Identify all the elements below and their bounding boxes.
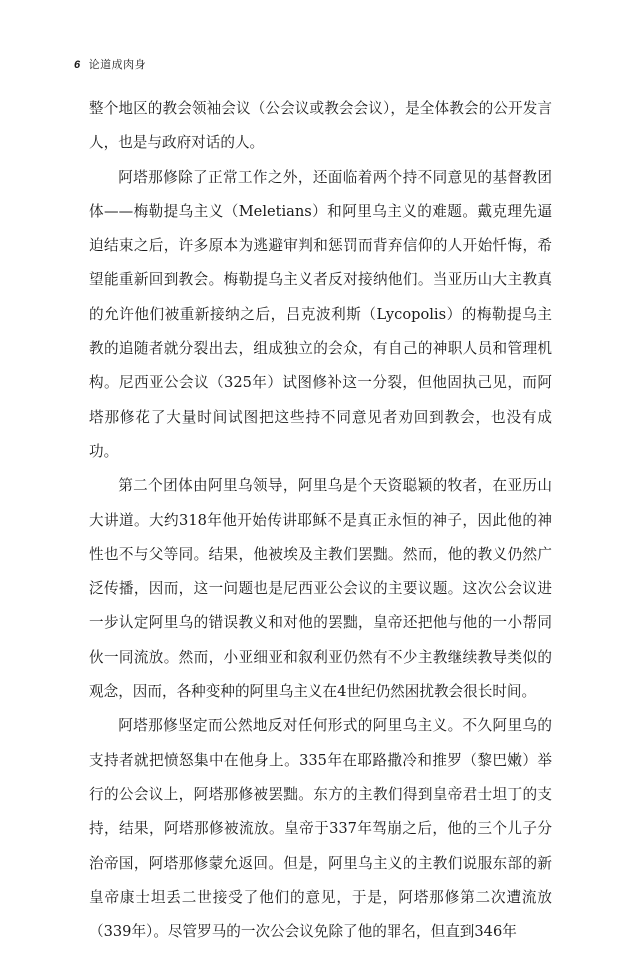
page-number: 6: [74, 59, 81, 71]
paragraph-4: 阿塔那修坚定而公然地反对任何形式的阿里乌主义。不久阿里乌的支持者就把愤怒集中在他身上。335年在耶路撒冷和推罗（黎巴嫩）举行的公会议上，阿塔那修被罢黜。东方的主教们得到皇帝君士坦丁的支持，结果，阿塔那修被流放。皇帝于337年驾崩之后，他的三个儿子分治帝国，阿塔那修蒙允返回。但是，阿里乌主义的主教们说服东部的新皇帝康士坦丢二世接受了他们的意见，于是，阿塔那修第二次遭流放（339年）。尽管罗马的一次公会议免除了他的罪名，但直到346年: [89, 717, 552, 941]
paragraph-3: 第二个团体由阿里乌领导，阿里乌是个天资聪颖的牧者，在亚历山大讲道。大约318年他开始传讲耶稣不是真正永恒的神子，因此他的神性也不与父等同。结果，他被埃及主教们罢黜。然而，他的教义仍然广泛传播，因而，这一问题也是尼西亚公会议的主要议题。这次公会议进一步认定阿里乌的错误教义和对他的罢黜，皇帝还把他与他的一小帮同伙一同流放。然而，小亚细亚和叙利亚仍然有不少主教继续教导类似的观念，因而，各种变种的阿里乌主义在4世纪仍然困扰教会很长时间。: [89, 477, 552, 701]
running-header: [74, 56, 146, 72]
paragraph-1: 整个地区的教会领袖会议（公会议或教会会议），是全体教会的公开发言人，也是与政府对话的人。: [89, 100, 552, 152]
body-text: [89, 92, 552, 949]
paragraph-2: 阿塔那修除了正常工作之外，还面临着两个持不同意见的基督教团体——梅勒提乌主义（Meletians）和阿里乌主义的难题。戴克理先逼迫结束之后，许多原本为逃避审判和惩罚而背弃信仰的人开始忏悔，希望能重新回到教会。梅勒提乌主义者反对接纳他们。当亚历山大主教真的允许他们被重新接纳之后，吕克波利斯（Lycopolis）的梅勒提乌主教的追随者就分裂出去，组成独立的会众，有自己的神职人员和管理机构。尼西亚公会议（325年）试图修补这一分裂，但他固执己见，而阿塔那修花了大量时间试图把这些持不同意见者劝回到教会，也没有成功。: [89, 168, 552, 460]
running-header-title: 论道成肉身: [88, 58, 147, 71]
